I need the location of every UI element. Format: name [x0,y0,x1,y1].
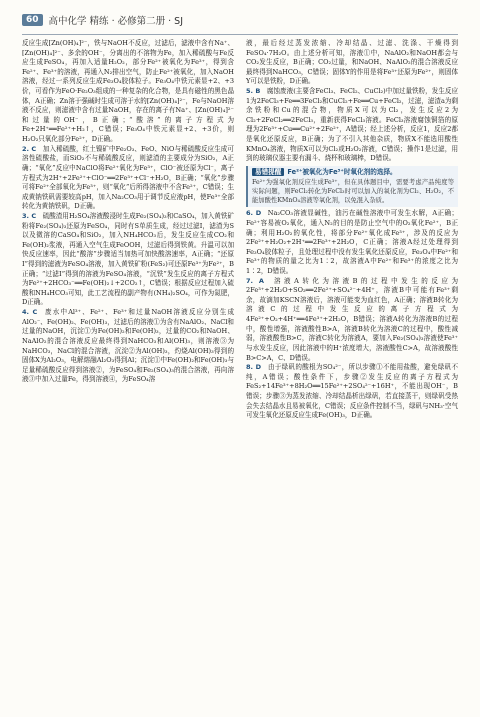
answer-text: 反应生成[Zn(OH)₄]²⁻，铁与NaOH不反应，过滤后，滤液中含有Na⁺、[Zn(OH)₄]²⁻、多余的OH⁻，分离出的不溶物为Fe，加入稀硫酸与Fe反应生成FeSO₄，再加入适量H₂O₂，部分Fe²⁺被氧化为Fe³⁺，得到含Fe²⁺、Fe³⁺的溶液，再通入N₂排出空气，防止Fe²⁺被氧化，加入NaOH溶液，经过一系列反应生成Fe₃O₄胶体粒子。Fe₃O₄中铁元素显+2、+3价，可看作为FeO·Fe₂O₃组成的一种复杂的化合物，是具有磁性的黑色晶体，A正确；Zn溶于强碱时生成可溶于水的[Zn(OH)₄]²⁻，Fe与NaOH溶液不反应，则滤液中含有过量NaOH，存在的离子有Na⁺、[Zn(OH)₄]²⁻和过量的OH⁻，B正确；“酸溶”的离子方程式为Fe+2H⁺══Fe²⁺+H₂↑，C错误；Fe₃O₄中铁元素显+2、+3价，则H₂O₂只氧化部分Fe²⁺，D正确。 [22,39,234,144]
page-number: 60 [22,14,43,26]
answer-text: 硫酸渣用H₂SO₄溶液酸浸时生成Fe₂(SO₄)₃和CaSO₄，加入黄铁矿粉将Fe₂(SO₄)₃还原为FeSO₄，同时有S单质生成，经过过滤Ⅰ，滤渣为S以及微溶的CaSO₄和SiO₂，加入NH₄HCO₃后，发生反应生成CO₂和Fe(OH)₂浆液，再通入空气生成FeOOH，过滤后得到铁黄。升温可以加快反应速率，因此“酸溶”步骤适当加热可加快酸溶速率，A正确；“还原Ⅰ”得到的滤液为FeSO₄溶液，加入黄铁矿粉(FeS₂)可还原Fe³⁺为Fe²⁺，B正确；“过滤Ⅰ”得到的溶液为FeSO₄溶液，“沉铁”发生反应的离子方程式为Fe²⁺+2HCO₃⁻══Fe(OH)₂↓+2CO₂↑，C错误；根据反应过程加入硫酸和NH₄HCO₃可知，此工艺流程的副产物有(NH₄)₂SO₄，可作为氮肥，D正确。 [22,211,234,307]
tip-badge: 易错提醒 [252,168,284,176]
tip-title: Fe²⁺被氧化为Fe³⁺时氧化剂的选择。 [287,167,397,176]
left-column [22,39,234,421]
answer-text: 由于绿矾的酸根为SO₄²⁻，所以步骤①不能用盐酸，避免绿矾不纯，A错误；酸性条件下，步骤②发生反应的离子方程式为FeS₂+14Fe³⁺+8H₂O══15Fe²⁺+2SO₄²⁻+16H⁺，不能出现OH⁻，B错误；步骤③为蒸发浓缩、冷却结晶析出绿矾，若直接蒸干，则绿矾受热会失去结晶水且易被氧化，C错误；反应条件控制不当，绿矾与NH₃·空气可发生氧化还原反应生成Fe(OH)₃，D正确。 [246,363,458,420]
two-column-body [22,39,458,421]
answer-paragraph [246,87,458,164]
answer-text: Na₂CO₃溶液显碱性，油污在碱性溶液中可发生水解，A正确；Fe²⁺容易被O₂氧化，通入N₂的目的是防止空气中的O₂氧化Fe²⁺，B正确；利用H₂O₂的氧化性，将部分Fe²⁺氧化成Fe³⁺，涉及的反应为2Fe²⁺+H₂O₂+2H⁺══2Fe³⁺+2H₂O，C正确；溶液A经过处理得到Fe₃O₄胶体粒子，且处理过程中没有发生氧化还原反应，Fe₃O₄中Fe²⁺和Fe³⁺的物质的量之比为1∶2，故溶液A中Fe²⁺和Fe³⁺的浓度之比为1∶2，D错误。 [246,209,458,276]
answer-paragraph [246,39,458,87]
page-header [22,6,458,35]
question-number: 6. D [246,209,262,218]
answer-text: 溶液A转化为溶液B的过程中发生的反应为2Fe³⁺+2H₂O+SO₂══2Fe²⁺+SO₄²⁻+4H⁺，溶液B中可能有Fe³⁺剩余，故滴加KSCN溶液后，溶液可能变为血红色，A正确；溶液B转化为溶液C的过程中发生反应的离子方程式为4Fe²⁺+O₂+4H⁺══4Fe³⁺+2H₂O，B错误；溶液A转化为溶液B的过程中，酸性增强，溶液酸性B>A，溶液B转化为溶液C的过程中，酸性减弱，溶液酸性B>C，溶液C转化为溶液A，要加入Fe₂(SO₄)₃溶液使Fe³⁺与水发生反应，因此溶液中的H⁺浓度增大，溶液酸性C>A，故溶液酸性B>C>A，C、D错误。 [246,276,458,362]
answer-paragraph [22,39,234,145]
answer-text: 腐蚀废液(主要含FeCl₃、FeCl₂、CuCl₂)中加过量铁粉，发生反应1为2FeCl₃+Fe══3FeCl₂和CuCl₂+Fe══Cu+FeCl₂，过滤，滤渣a为剩余铁粉和Cu的混合物，物质X可以为Cl₂，发生反应2为Cl₂+2FeCl₂══2FeCl₃，重新获得FeCl₃溶液。FeCl₃溶液腐蚀铜箔的原理为2Fe³⁺+Cu══Cu²⁺+2Fe²⁺，A错误；经上述分析，反应1，反应2都是氧化还原反应，B正确；为了不引入其他杂质，物质X不能选用酸性KMnO₄溶液，物质X可以为Cl₂或H₂O₂溶液，C错误；操作1是过滤，用到的玻璃仪器主要有漏斗、烧杯和玻璃棒，D错误。 [246,87,459,163]
question-number: 4. C [22,308,38,317]
question-number: 7. A [246,276,264,285]
answer-paragraph [246,209,458,276]
answer-paragraph [22,308,234,385]
answer-paragraph [22,212,234,308]
error-tip-box [246,166,458,207]
question-number: 2. C [22,144,37,153]
question-number: 5. B [246,87,261,96]
right-column [246,39,458,421]
answer-text: 加入稀硫酸，红土镍矿中Fe₂O₃、FeO、NiO与稀硫酸反应生成可溶性硫酸盐，而SiO₂不与稀硫酸反应，则滤渣的主要成分为SiO₂，A正确；“氧化”反应中NaClO将Fe²⁺氧化为Fe³⁺，ClO⁻被还原为Cl⁻，离子方程式为2H⁺+2Fe²⁺+ClO⁻══2Fe³⁺+Cl⁻+H₂O，B正确；“氧化”步骤可将Fe²⁺全部氧化为Fe³⁺，则“氧化”后所得溶液中不含Fe²⁺，C错误；生成黄钠铁矾需要较高pH，加入Na₂CO₃用于调节反应液pH，使Fe³⁺全部转化为黄钠铁矾，D正确。 [22,144,234,211]
answer-text: 液，最后经过蒸发浓缩、冷却结晶、过滤、洗涤、干燥得到FeSO₄·7H₂O。由上述分析可知，溶液①中，NaAlO₂和NaOH都会与CO₂发生反应，B正确；CO₂过量，和NaOH、NaAlO₂的混合溶液反应最终得到NaHCO₃，C错误；固体Y的作用是将Fe³⁺还原为Fe²⁺，则固体Y可以是铁粉，D正确。 [246,39,458,86]
answer-text: 废水中Al³⁺、Fe²⁺、Fe³⁺和过量NaOH溶液反应分别生成AlO₂⁻、Fe(OH)₂、Fe(OH)₃，过滤后的溶液①为含有NaAlO₂、NaCl和过量的NaOH，沉淀①为Fe(OH)₂和Fe(OH)₃，过量的CO₂和NaOH、NaAlO₂的混合溶液反应最终得到NaHCO₃和Al(OH)₃，则溶液③为NaHCO₃，NaCl的混合溶液，沉淀②为Al(OH)₃，灼烧Al(OH)₃得到的固体X为Al₂O₃，电解熔融Al₂O₃得到Al；沉淀①中Fe(OH)₂和Fe(OH)₃与足量稀硫酸反应得到溶液②，为FeSO₄和Fe₂(SO₄)₃的混合溶液，再向溶液③中加入过量Fe，得到溶液④，为FeSO₄溶 [22,308,234,384]
question-number: 3. C [22,211,37,220]
question-number: 8. D [246,363,262,372]
book-title: 高中化学 精练 · 必修第二册 · SJ [48,16,184,27]
page [0,6,480,717]
answer-paragraph [246,277,458,363]
tip-body: Fe²⁺为强氧化剂反应生成Fe³⁺，但在具体题目中，需要考虑产品纯度等实际问题，则FeCl₂转化为FeCl₃时可以加入的氧化剂为Cl₂、H₂O₂，不能加酸性KMnO₄溶液等氧化剂，以免混入杂质。 [252,178,454,205]
answer-paragraph [246,363,458,421]
answer-paragraph [22,145,234,212]
